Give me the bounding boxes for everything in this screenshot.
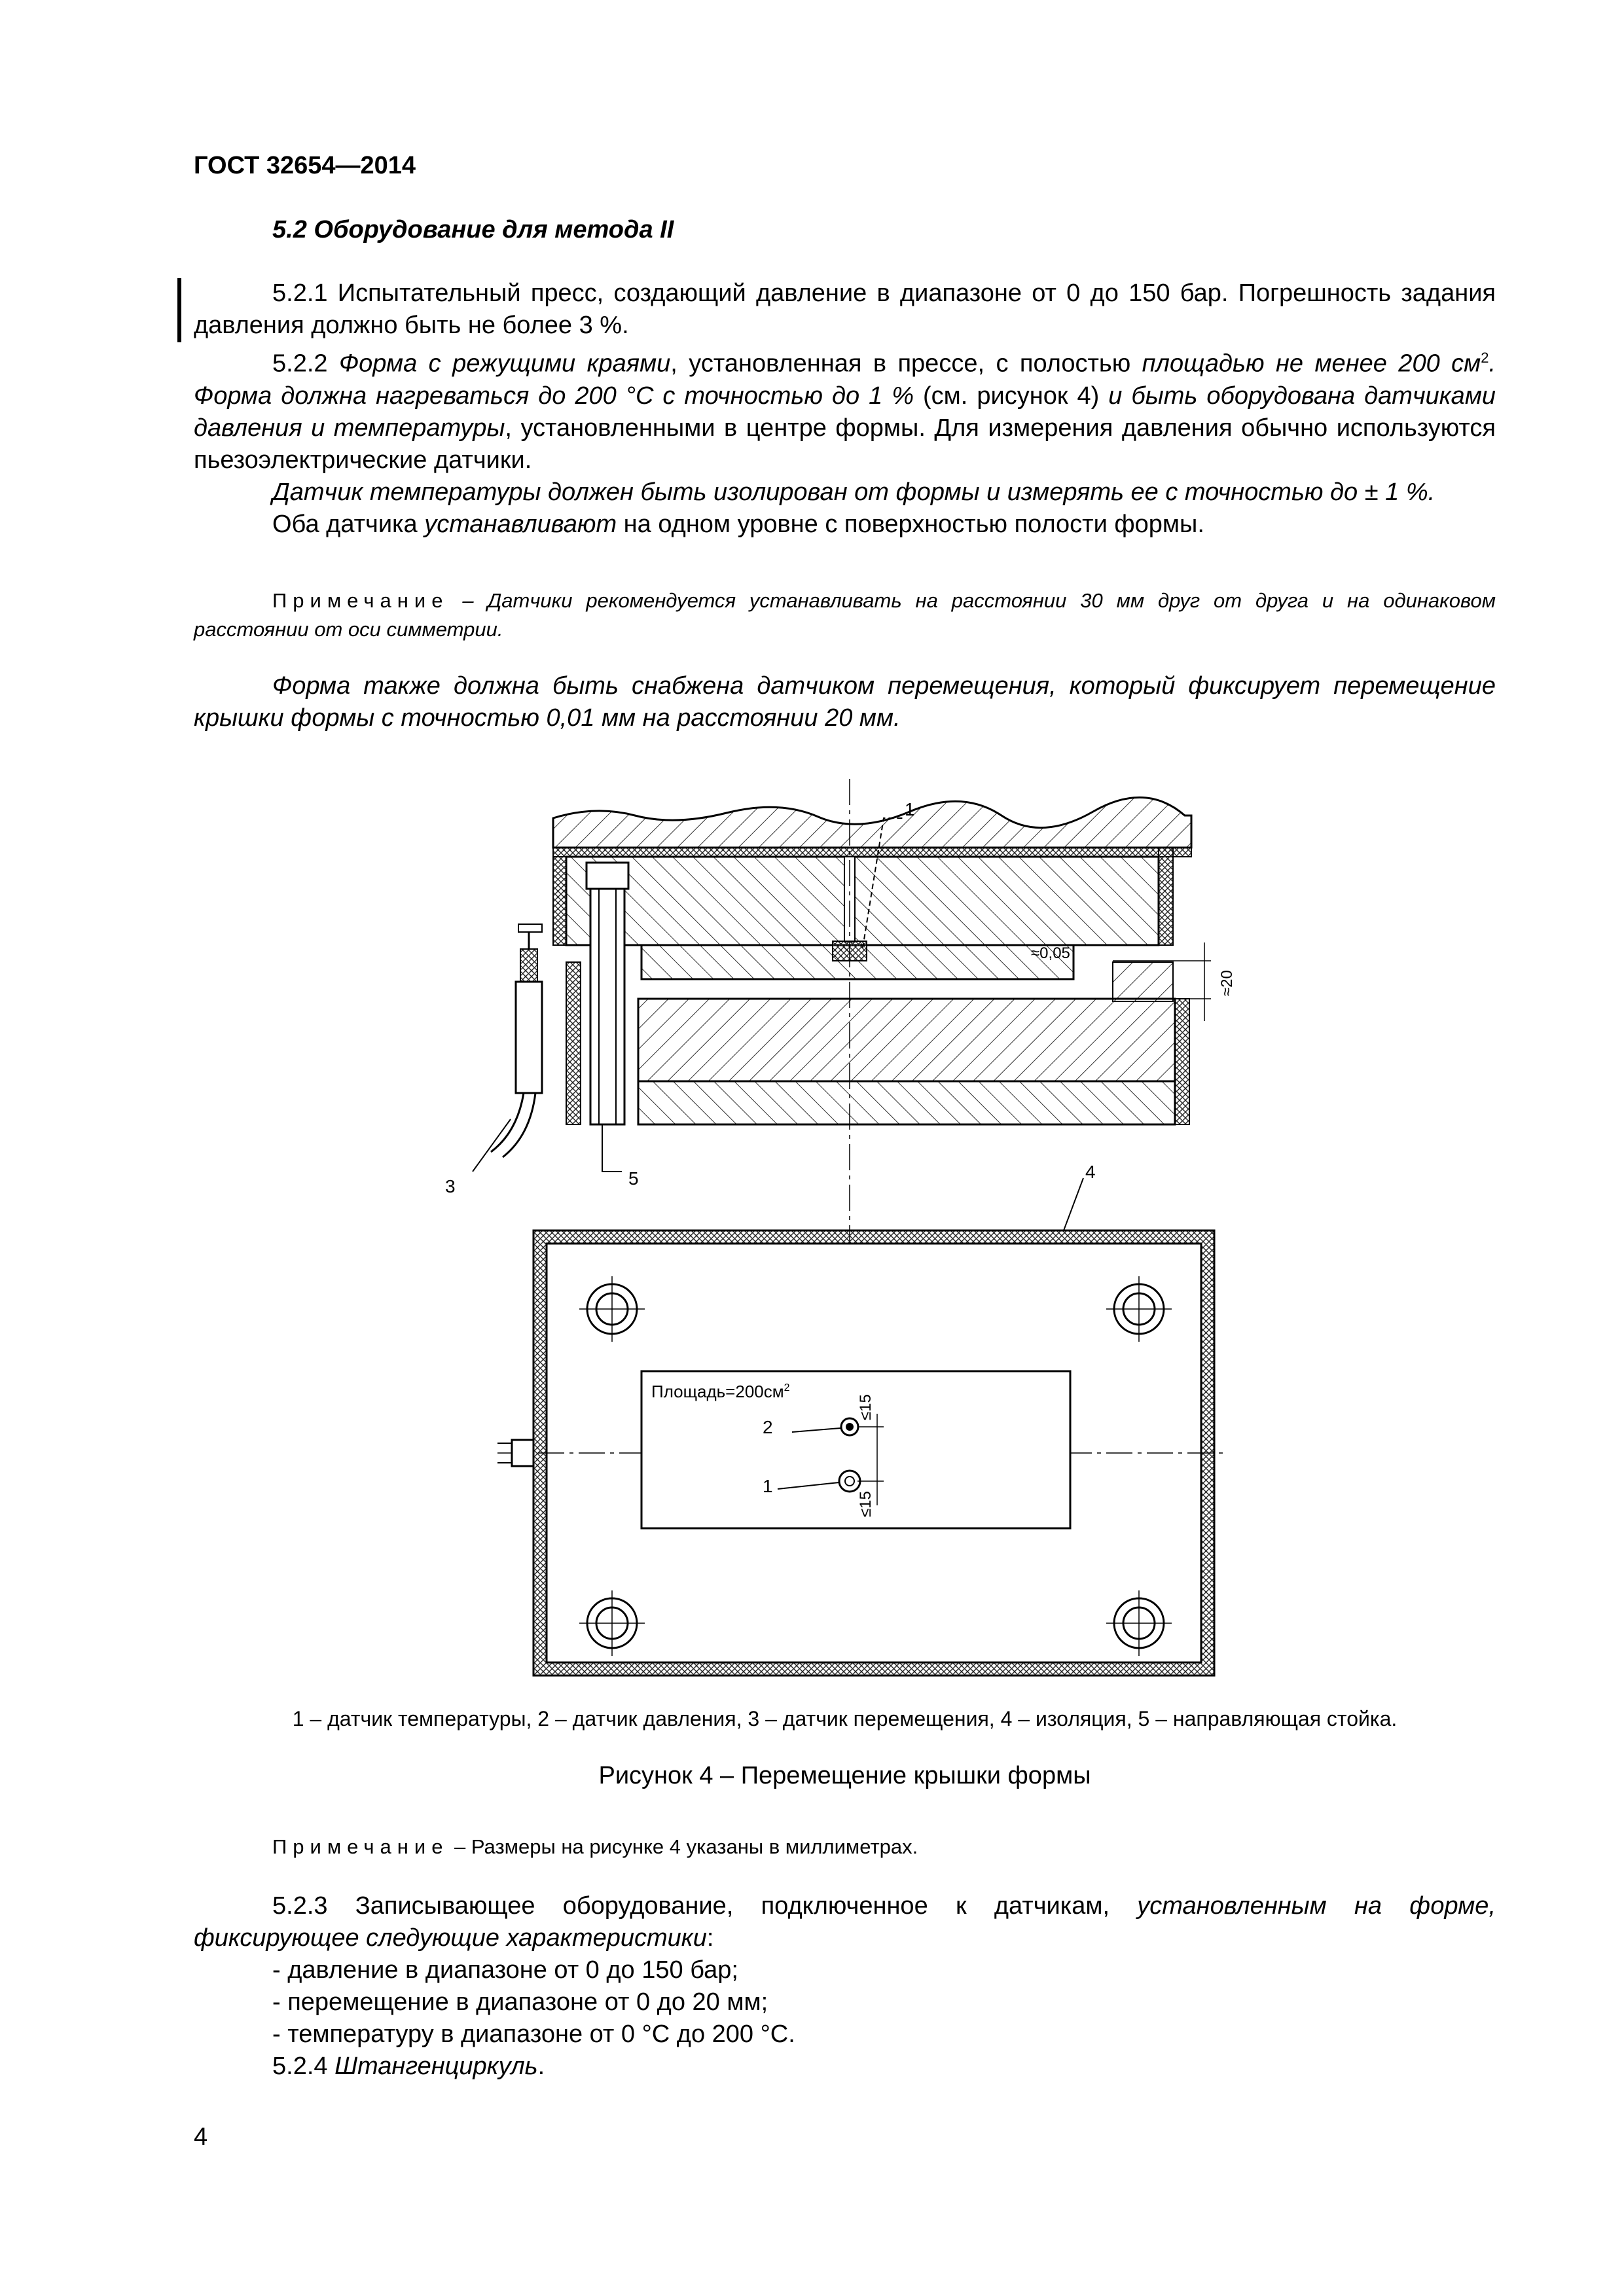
figure-caption: Рисунок 4 – Перемещение крышки формы bbox=[598, 1762, 1091, 1789]
dim-15-bottom: ≤15 bbox=[857, 1491, 875, 1517]
label-1-section: 1 bbox=[905, 799, 915, 819]
body-text-lower bbox=[194, 1890, 1496, 2083]
body-text-displacement bbox=[194, 670, 1496, 734]
label-1-plan: 1 bbox=[763, 1476, 773, 1496]
guide-post bbox=[590, 863, 624, 1124]
plan-view bbox=[497, 1230, 1224, 1676]
section-title: 5.2 Оборудование для метода II bbox=[272, 216, 674, 243]
paragraph-5-2-1: 5.2.1 Испытательный пресс, создающий давление в диапазоне от 0 до 150 бар. Погрешность задания давления должно быть не более 3 %. bbox=[194, 279, 1496, 339]
insulation-top bbox=[553, 848, 1191, 857]
area-label: $Площадь=200см^2$ bbox=[651, 1382, 790, 1401]
displacement-sensor-plan bbox=[512, 1440, 533, 1466]
body-text-upper bbox=[194, 278, 1496, 541]
paragraph-5-2-4: 5.2.4 Штангенциркуль. bbox=[272, 2053, 545, 2080]
mold-body bbox=[638, 999, 1175, 1081]
right-block bbox=[1113, 962, 1173, 1001]
insulation-right-upper bbox=[1159, 848, 1173, 945]
list-item: - температуру в диапазоне от 0 °С до 200 °С. bbox=[272, 2020, 795, 2048]
note-label: Примечание bbox=[272, 589, 449, 612]
figure-mold-drawing bbox=[425, 753, 1296, 1695]
list-item: - перемещение в диапазоне от 0 до 20 мм; bbox=[272, 1988, 768, 2016]
label-2-plan: 2 bbox=[763, 1417, 773, 1437]
note-dimensions: Примечание – Размеры на рисунке 4 указаны в миллиметрах. bbox=[272, 1835, 918, 1858]
page-number: 4 bbox=[194, 2123, 208, 2151]
mold-base bbox=[638, 1081, 1175, 1124]
label-5: 5 bbox=[628, 1168, 639, 1189]
label-4: 4 bbox=[1085, 1162, 1096, 1182]
figure-legend: 1 – датчик температуры, 2 – датчик давления, 3 – датчик перемещения, 4 – изоляция, 5 – направляющая стойка. bbox=[292, 1707, 1398, 1731]
note-sensors: Примечание – Датчики рекомендуется устанавливать на расстоянии 30 мм друг от друга и на одинаковом расстоянии от оси симметрии. bbox=[194, 589, 1496, 641]
paragraph-both-sensors: Оба датчика устанавливают на одном уровне с поверхностью полости формы. bbox=[272, 510, 1204, 538]
paragraph-5-2-3: 5.2.3 Записывающее оборудование, подключенное к датчикам, установленным на форме, фиксирующее следующие характеристики: bbox=[194, 1892, 1496, 1952]
paragraph-temperature-sensor: Датчик температуры должен быть изолирован от формы и измерять ее с точностью до ± 1 %. bbox=[272, 478, 1435, 506]
dim-20: ≈20 bbox=[1218, 970, 1236, 996]
dim-15-top: ≤15 bbox=[857, 1394, 875, 1420]
dim-gap: ≈0,05 bbox=[1031, 944, 1070, 962]
mold-lid bbox=[566, 857, 1159, 945]
document-header: ГОСТ 32654—2014 bbox=[194, 152, 416, 179]
displacement-sensor bbox=[516, 982, 542, 1093]
note-label: Примечание bbox=[272, 1835, 449, 1858]
paragraph-displacement-sensor: Форма также должна быть снабжена датчиком перемещения, который фиксирует перемещение крышки формы с точностью 0,01 мм на расстоянии 20 мм. bbox=[194, 672, 1496, 732]
insulation-left-lower bbox=[566, 962, 581, 1124]
label-3: 3 bbox=[445, 1176, 456, 1196]
insulation-left-upper bbox=[553, 857, 566, 945]
press-plate bbox=[553, 797, 1191, 848]
list-item: - давление в диапазоне от 0 до 150 бар; bbox=[272, 1956, 738, 1984]
paragraph-5-2-2: 5.2.2 Форма с режущими краями, установленная в прессе, с полостью площадью не менее 200 $см^2$. Форма должна нагреваться до 200 °С с точностью до 1 % (см. рисунок 4) и быть оборудована датчиками давления и температуры, установленными в центре формы. Для измерения давления обычно используются пьезоэлектрические датчики. bbox=[194, 350, 1496, 474]
insulation-right-lower bbox=[1175, 999, 1189, 1124]
change-bar bbox=[177, 278, 181, 342]
